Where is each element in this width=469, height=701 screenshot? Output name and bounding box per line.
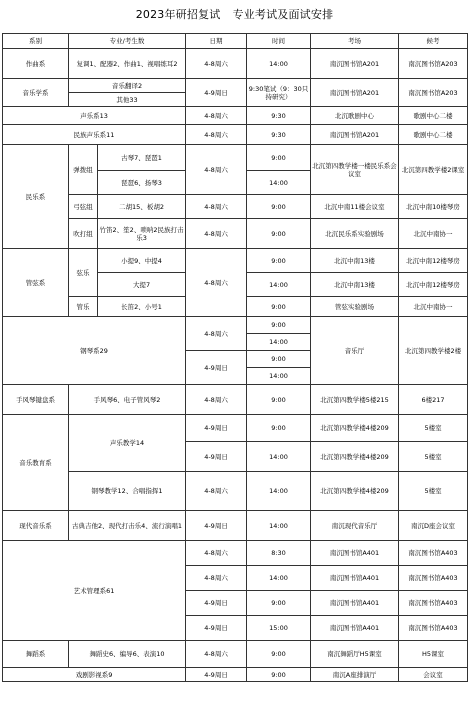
major-cell: 二胡15、板胡2: [98, 195, 186, 219]
table-row: [3, 641, 468, 668]
time-cell: 9:00: [247, 145, 311, 171]
major-cell: 声乐教学14: [69, 415, 186, 472]
time-cell: 9:00: [247, 415, 311, 442]
date-cell: 4-8周六: [186, 49, 247, 79]
time-cell: 14:00: [247, 171, 311, 195]
table-row: [3, 145, 468, 171]
dept-cell: 手风琴键盘系: [3, 385, 69, 415]
wait-cell: 北沉中南协一: [399, 297, 468, 317]
room-cell: 南沉图书馆A201: [311, 49, 399, 79]
major-cell: 声乐系13: [3, 107, 186, 125]
date-cell: 4-9周日: [186, 591, 247, 616]
time-cell: 9:00: [247, 385, 311, 415]
header-row: [3, 34, 468, 49]
time-cell: 14:00: [247, 273, 311, 297]
dept-cell: 民乐系: [3, 145, 69, 249]
major-cell: 琵琶6、扬琴3: [98, 171, 186, 195]
header-room: 考场: [311, 34, 399, 49]
date-cell: 4-9周日: [186, 511, 247, 541]
dept-cell: 音乐教育系: [3, 415, 69, 511]
header-dept: 系别: [3, 34, 69, 49]
time-cell: 14:00: [247, 566, 311, 591]
wait-cell: 北沉中南12楼琴房: [399, 249, 468, 273]
table-row: [3, 472, 468, 511]
room-cell: 南沉舞蹈厅H5课室: [311, 641, 399, 668]
major-cell: 手风琴6、电子管风琴2: [69, 385, 186, 415]
wait-cell: 北沉第四教学楼2楼: [399, 317, 468, 385]
date-cell: 4-8周六: [186, 195, 247, 219]
wait-cell: 5楼室: [399, 472, 468, 511]
time-cell: 9:30: [247, 125, 311, 145]
group-cell: 弓弦组: [69, 195, 98, 219]
date-cell: 4-8周六: [186, 145, 247, 195]
header-time: 时间: [247, 34, 311, 49]
header-major: 专业/考生数: [69, 34, 186, 49]
time-cell: 14:00: [247, 368, 311, 385]
major-cell: 舞蹈史6、编导6、表演10: [69, 641, 186, 668]
schedule-table: [2, 33, 468, 682]
date-cell: 4-8周六: [186, 566, 247, 591]
major-cell: 戏剧影视系9: [3, 668, 186, 682]
date-cell: 4-8周六: [186, 125, 247, 145]
major-cell: 其他33: [69, 93, 186, 107]
major-cell: 艺术管理系61: [3, 541, 186, 641]
wait-cell: 北沉中南12楼琴房: [399, 273, 468, 297]
wait-cell: 南沉图书馆A403: [399, 566, 468, 591]
wait-cell: 5楼室: [399, 442, 468, 472]
time-cell: 15:00: [247, 616, 311, 641]
wait-cell: 歌剧中心二楼: [399, 107, 468, 125]
wait-cell: 南沉图书馆A403: [399, 616, 468, 641]
time-cell: 9:00: [247, 297, 311, 317]
time-cell: 9:30笔试（9：30只持研究）: [247, 79, 311, 107]
wait-cell: 南沉图书馆A403: [399, 591, 468, 616]
title-year: 2023年研招复试: [135, 8, 221, 21]
major-cell: 古典吉他2、现代打击乐4、流行演唱1: [69, 511, 186, 541]
room-cell: 北沉第四教学楼4楼209: [311, 472, 399, 511]
wait-cell: 南沉图书馆A203: [399, 49, 468, 79]
major-cell: 钢琴系29: [3, 317, 186, 385]
date-cell: 4-9周日: [186, 351, 247, 385]
time-cell: 14:00: [247, 334, 311, 351]
room-cell: 管弦实验剧场: [311, 297, 399, 317]
room-cell: 南沉现代音乐厅: [311, 511, 399, 541]
group-cell: 弦乐: [69, 249, 98, 297]
table-row: [3, 511, 468, 541]
group-cell: 吹打组: [69, 219, 98, 249]
time-cell: 9:00: [247, 668, 311, 682]
room-cell: 北沉民乐系实验剧场: [311, 219, 399, 249]
wait-cell: 5楼室: [399, 415, 468, 442]
time-cell: 8:30: [247, 541, 311, 566]
wait-cell: H5课室: [399, 641, 468, 668]
room-cell: 北沉中南13楼: [311, 249, 399, 273]
date-cell: 4-8周六: [186, 219, 247, 249]
table-row: [3, 125, 468, 145]
date-cell: 4-8周六: [186, 249, 247, 317]
date-cell: 4-8周六: [186, 541, 247, 566]
header-date: 日期: [186, 34, 247, 49]
room-cell: 北沉第四教学楼4楼209: [311, 442, 399, 472]
date-cell: 4-9周日: [186, 668, 247, 682]
room-cell: 北沉第四教学楼5楼215: [311, 385, 399, 415]
wait-cell: 歌剧中心二楼: [399, 125, 468, 145]
room-cell: 北沉中南13楼: [311, 273, 399, 297]
major-cell: 大提7: [98, 273, 186, 297]
dept-cell: 音乐学系: [3, 79, 69, 107]
major-cell: 音乐翻译2: [69, 79, 186, 93]
dept-cell: 现代音乐系: [3, 511, 69, 541]
title-subject: 专业考试及面试安排: [232, 8, 334, 21]
table-row: [3, 668, 468, 682]
date-cell: 4-9周日: [186, 442, 247, 472]
room-cell: 南沉图书馆A401: [311, 616, 399, 641]
date-cell: 4-8周六: [186, 107, 247, 125]
table-row: [3, 49, 468, 79]
major-cell: 民族声乐系11: [3, 125, 186, 145]
time-cell: 9:00: [247, 195, 311, 219]
room-cell: 南沉图书馆A201: [311, 79, 399, 107]
wait-cell: 北沉中南协一: [399, 219, 468, 249]
dept-cell: 管弦系: [3, 249, 69, 317]
time-cell: 9:00: [247, 317, 311, 334]
date-cell: 4-9周日: [186, 616, 247, 641]
major-cell: 小提9、中提4: [98, 249, 186, 273]
table-row: [3, 317, 468, 334]
date-cell: 4-9周日: [186, 415, 247, 442]
time-cell: 9:00: [247, 641, 311, 668]
time-cell: 9:30: [247, 107, 311, 125]
header-wait: 候考: [399, 34, 468, 49]
date-cell: 4-8周六: [186, 472, 247, 511]
dept-cell: 舞蹈系: [3, 641, 69, 668]
date-cell: 4-9周日: [186, 79, 247, 107]
table-row: [3, 195, 468, 219]
time-cell: 14:00: [247, 511, 311, 541]
table-row: [3, 107, 468, 125]
room-cell: 南沉图书馆A201: [311, 125, 399, 145]
dept-cell: 作曲系: [3, 49, 69, 79]
room-cell: 北沉中南11楼会议室: [311, 195, 399, 219]
group-cell: 管乐: [69, 297, 98, 317]
group-cell: 弹拨组: [69, 145, 98, 195]
room-cell: 南沉图书馆A401: [311, 566, 399, 591]
table-row: [3, 415, 468, 442]
time-cell: 9:00: [247, 249, 311, 273]
table-row: [3, 79, 468, 93]
wait-cell: 北沉第四教学楼2课室: [399, 145, 468, 195]
time-cell: 9:00: [247, 591, 311, 616]
wait-cell: 北沉中南10楼琴房: [399, 195, 468, 219]
room-cell: 南沉图书馆A401: [311, 541, 399, 566]
table-row: [3, 541, 468, 566]
wait-cell: 南沉图书馆A203: [399, 79, 468, 107]
room-cell: 北沉第四教学楼4楼209: [311, 415, 399, 442]
major-cell: 钢琴教学12、合唱指挥1: [69, 472, 186, 511]
time-cell: 9:00: [247, 351, 311, 368]
wait-cell: 南沉D座会议室: [399, 511, 468, 541]
time-cell: 14:00: [247, 442, 311, 472]
major-cell: 长笛2、小号1: [98, 297, 186, 317]
date-cell: 4-8周六: [186, 641, 247, 668]
time-cell: 14:00: [247, 472, 311, 511]
major-cell: 复调1、配器2、作曲1、视唱练耳2: [69, 49, 186, 79]
major-cell: 古琴7、琵琶1: [98, 145, 186, 171]
room-cell: 北沉歌剧中心: [311, 107, 399, 125]
page-title: [0, 6, 469, 22]
table-row: [3, 385, 468, 415]
room-cell: 南沉A座排演厅: [311, 668, 399, 682]
table-row: [3, 249, 468, 273]
time-cell: 14:00: [247, 49, 311, 79]
table-row: [3, 219, 468, 249]
wait-cell: 6楼217: [399, 385, 468, 415]
room-cell: 音乐厅: [311, 317, 399, 385]
time-cell: 9:00: [247, 219, 311, 249]
major-cell: 竹笛2、笙2、唢呐2民族打击乐3: [98, 219, 186, 249]
date-cell: 4-8周六: [186, 317, 247, 351]
room-cell: 北沉第四教学楼一楼民乐系会议室: [311, 145, 399, 195]
wait-cell: 南沉图书馆A403: [399, 541, 468, 566]
room-cell: 南沉图书馆A401: [311, 591, 399, 616]
date-cell: 4-8周六: [186, 385, 247, 415]
wait-cell: 会议室: [399, 668, 468, 682]
